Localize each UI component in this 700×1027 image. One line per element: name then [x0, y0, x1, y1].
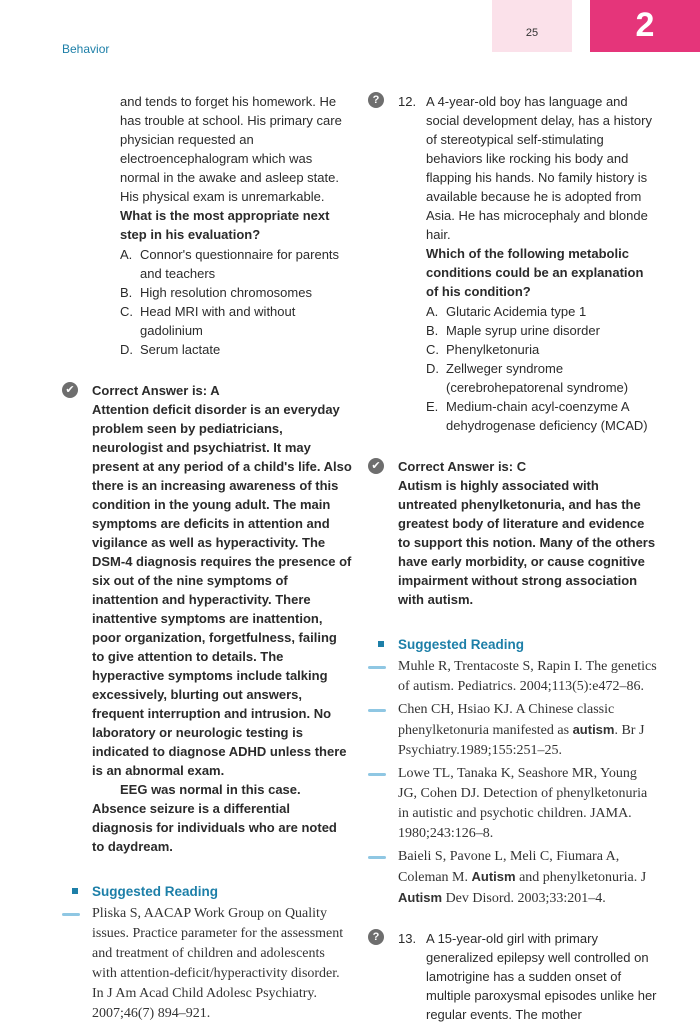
answer-block-11 — [62, 381, 352, 856]
question-12-options — [426, 302, 658, 435]
option-letter: C. — [120, 304, 133, 319]
chapter-number: 2 — [635, 6, 655, 44]
answer-label: Correct Answer is: C — [398, 459, 527, 474]
reference-text-tail: . Br J Psychiatry.1989;155:251–25. — [398, 723, 645, 758]
option-text: Zellweger syndrome (cerebrohepatorenal syndrome) — [446, 361, 629, 395]
reference-item — [62, 904, 352, 1024]
check-icon: ✔ — [62, 382, 78, 398]
option-item — [426, 321, 658, 340]
reference-list — [62, 904, 352, 1024]
reference-text: Muhle R, Trentacoste S, Rapin I. The genetics of autism. Pediatrics. 2004;113(5):e472–86. — [398, 659, 657, 694]
reference-keyword: autism — [572, 722, 615, 737]
answer-explanation: Autism is highly associated with untreated phenylketonuria, and has the greatest body of literature and evidence to support this notion. Many of the others have early morbidity, or cause cognitive impairment without strong association with autism. — [398, 478, 656, 607]
running-head: Behavior — [62, 42, 110, 56]
right-column — [368, 92, 658, 1024]
question-mark-icon: ? — [368, 929, 384, 945]
dash-bullet-icon — [368, 773, 386, 776]
dash-bullet-icon — [62, 913, 80, 916]
check-icon: ✔ — [368, 458, 384, 474]
answer-label: Correct Answer is: A — [92, 383, 220, 398]
option-text: Connor's questionnaire for parents and teachers — [140, 247, 340, 281]
option-letter: B. — [120, 285, 133, 300]
option-letter: D. — [426, 361, 439, 376]
question-12-header — [368, 92, 658, 244]
question-13-header — [368, 929, 658, 1024]
option-item — [426, 302, 658, 321]
bullet-square-icon — [72, 888, 78, 894]
question-number: 13. — [398, 931, 417, 946]
suggested-reading-right — [368, 635, 658, 909]
question-13-stem: A 15-year-old girl with primary generalized epilepsy well controlled on lamotrigine has a sudden onset of multiple paroxysmal episodes unlike her regular events. The mother — [426, 931, 657, 1022]
question-11-options — [120, 245, 352, 359]
dash-bullet-icon — [368, 856, 386, 859]
bullet-square-icon — [378, 641, 384, 647]
answer-explanation: Attention deficit disorder is an everyday problem seen by pediatricians, neurologist and psychiatrist. It may present at any period of a child's life. Also there is an increasing awareness of this condition in the young adult. The main symptoms are deficits in attention and vigilance as well as hyperactivity. The DSM-4 diagnosis requires the presence of six out of the nine symptoms of inattention and hyperactivity. There inattentive symptoms are inattention, poor organization, forgetfulness, failing to give attention to details. The hyperactive symptoms include talking excessively, blurting out answers, frequent interruption and intrusion. No laboratory or neurologic testing is indicated to diagnose ADHD unless there is an abnormal exam. — [92, 402, 352, 778]
question-12-stem: A 4-year-old boy has language and social development delay, has a history of stereotypical self-stimulating behaviors like rocking his body and flapping his hands. No family history is available because he is adopted from Asia. He has microcephaly and blonde hair. — [426, 94, 652, 242]
option-item — [426, 340, 658, 359]
left-column — [62, 92, 352, 1027]
option-letter: A. — [120, 247, 133, 262]
option-text: High resolution chromosomes — [140, 285, 312, 300]
option-text: Glutaric Acidemia type 1 — [446, 304, 587, 319]
reference-item — [368, 700, 658, 761]
option-letter: C. — [426, 342, 439, 357]
option-item — [120, 302, 352, 340]
reference-list — [368, 657, 658, 909]
question-11-prompt: What is the most appropriate next step in his evaluation? — [120, 208, 330, 242]
option-item — [426, 397, 658, 435]
reference-text-mid: and phenylketonuria. J — [515, 870, 647, 885]
reference-keyword: Autism — [471, 869, 516, 884]
reference-text: Baieli S, Pavone L, Meli C, Fiumara A, Coleman M. — [398, 849, 620, 885]
answer-block-12 — [368, 457, 658, 609]
option-letter: B. — [426, 323, 439, 338]
option-letter: A. — [426, 304, 439, 319]
option-item — [120, 340, 352, 359]
reference-item — [368, 847, 658, 909]
dash-bullet-icon — [368, 666, 386, 669]
option-text: Head MRI with and without gadolinium — [140, 304, 296, 338]
option-item — [120, 283, 352, 302]
answer-explanation-2: EEG was normal in this case. Absence seizure is a differential diagnosis for individuals who are noted to daydream. — [92, 782, 337, 854]
reference-item — [368, 657, 658, 697]
reference-text: Pliska S, AACAP Work Group on Quality issues. Practice parameter for the assessment and treatment of children and adolescents with attention-deficit/hyperactivity disorder. In J Am Acad Child Adolesc Psychiatry. 2007;46(7) 894–921. — [92, 906, 344, 1021]
option-text: Phenylketonuria — [446, 342, 540, 357]
option-item — [426, 359, 658, 397]
question-mark-icon: ? — [368, 92, 384, 108]
reference-keyword: Autism — [398, 890, 443, 905]
chapter-tab — [590, 0, 700, 52]
option-item — [120, 245, 352, 283]
option-text: Medium-chain acyl-coenzyme A dehydrogenase deficiency (MCAD) — [446, 399, 648, 433]
suggested-reading-title: Suggested Reading — [368, 635, 658, 654]
option-text: Maple syrup urine disorder — [446, 323, 600, 338]
question-11-stem-continuation: and tends to forget his homework. He has trouble at school. His primary care physician requested an electroencephalogram which was normal in the awake and asleep state. His physical exam is unremarkable. — [120, 94, 342, 204]
page-number: 25 — [525, 27, 539, 39]
question-number: 12. — [398, 94, 417, 109]
reference-text-tail: Dev Disord. 2003;33:201–4. — [442, 891, 606, 906]
option-text: Serum lactate — [140, 342, 221, 357]
page-number-box — [492, 0, 572, 52]
option-letter: D. — [120, 342, 133, 357]
reference-item — [368, 764, 658, 844]
dash-bullet-icon — [368, 709, 386, 712]
question-12-prompt: Which of the following metabolic conditions could be an explanation of his condition? — [426, 246, 644, 299]
suggested-reading-title: Suggested Reading — [62, 882, 352, 901]
suggested-reading-left — [62, 882, 352, 1024]
option-letter: E. — [426, 399, 439, 414]
reference-text: Chen CH, Hsiao KJ. A Chinese classic phenylketonuria manifested as — [398, 702, 615, 738]
reference-text: Lowe TL, Tanaka K, Seashore MR, Young JG, Cohen DJ. Detection of phenylketonuria in autistic and psychotic children. JAMA. 1980;243:126–8. — [398, 766, 648, 841]
